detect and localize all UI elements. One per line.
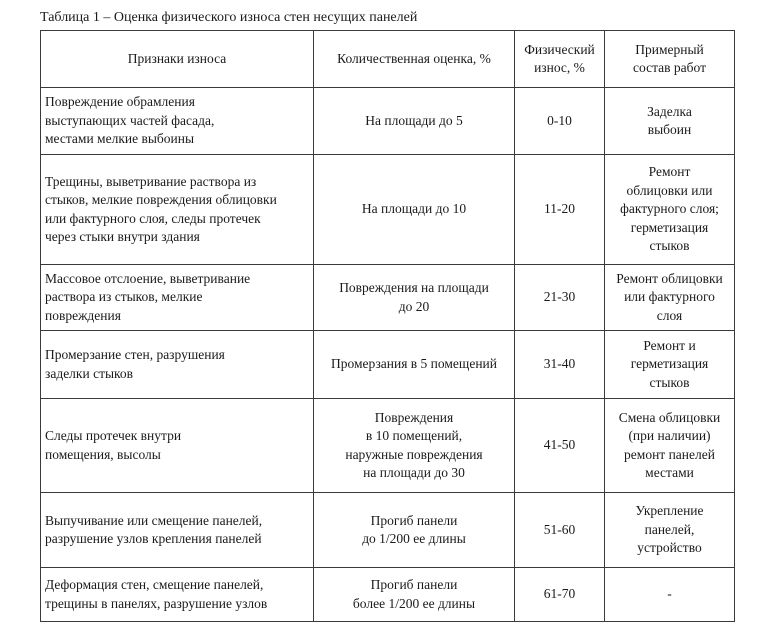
cell-signs: Повреждение обрамления выступающих частей фасада, местами мелкие выбоины xyxy=(41,88,314,155)
table-row xyxy=(41,155,735,265)
cell-quantitative: Прогиб панели более 1/200 ее длины xyxy=(314,568,515,622)
header-works: Примерный состав работ xyxy=(605,31,735,88)
cell-quantitative: Повреждения на площади до 20 xyxy=(314,265,515,331)
cell-works: Смена облицовки (при наличии) ремонт панелей местами xyxy=(605,399,735,493)
cell-wear: 0-10 xyxy=(515,88,605,155)
table-caption: Таблица 1 – Оценка физического износа стен несущих панелей xyxy=(40,10,418,25)
cell-wear: 61-70 xyxy=(515,568,605,622)
cell-signs: Выпучивание или смещение панелей, разрушение узлов крепления панелей xyxy=(41,493,314,568)
table-row xyxy=(41,88,735,155)
cell-works: Укрепление панелей, устройство xyxy=(605,493,735,568)
table-row xyxy=(41,568,735,622)
cell-signs: Массовое отслоение, выветривание раствора из стыков, мелкие повреждения xyxy=(41,265,314,331)
cell-quantitative: Промерзания в 5 помещений xyxy=(314,331,515,399)
cell-wear: 11-20 xyxy=(515,155,605,265)
cell-quantitative: Прогиб панели до 1/200 ее длины xyxy=(314,493,515,568)
cell-wear: 51-60 xyxy=(515,493,605,568)
table-row xyxy=(41,265,735,331)
cell-works: Ремонт облицовки или фактурного слоя xyxy=(605,265,735,331)
cell-quantitative: На площади до 5 xyxy=(314,88,515,155)
cell-signs: Промерзание стен, разрушения заделки стыков xyxy=(41,331,314,399)
cell-quantitative: Повреждения в 10 помещений, наружные повреждения на площади до 30 xyxy=(314,399,515,493)
cell-works: - xyxy=(605,568,735,622)
cell-works: Ремонт облицовки или фактурного слоя; герметизация стыков xyxy=(605,155,735,265)
cell-wear: 31-40 xyxy=(515,331,605,399)
table-row xyxy=(41,331,735,399)
cell-wear: 41-50 xyxy=(515,399,605,493)
header-signs: Признаки износа xyxy=(41,31,314,88)
cell-quantitative: На площади до 10 xyxy=(314,155,515,265)
table-header-row xyxy=(41,31,735,88)
wear-table xyxy=(40,30,735,622)
cell-signs: Деформация стен, смещение панелей, трещины в панелях, разрушение узлов xyxy=(41,568,314,622)
cell-works: Ремонт и герметизация стыков xyxy=(605,331,735,399)
cell-wear: 21-30 xyxy=(515,265,605,331)
cell-signs: Следы протечек внутри помещения, высолы xyxy=(41,399,314,493)
cell-works: Заделка выбоин xyxy=(605,88,735,155)
cell-signs: Трещины, выветривание раствора из стыков, мелкие повреждения облицовки или фактурного слоя, следы протечек через стыки внутри здания xyxy=(41,155,314,265)
table-row xyxy=(41,399,735,493)
table-row xyxy=(41,493,735,568)
header-wear: Физический износ, % xyxy=(515,31,605,88)
header-quantitative: Количественная оценка, % xyxy=(314,31,515,88)
